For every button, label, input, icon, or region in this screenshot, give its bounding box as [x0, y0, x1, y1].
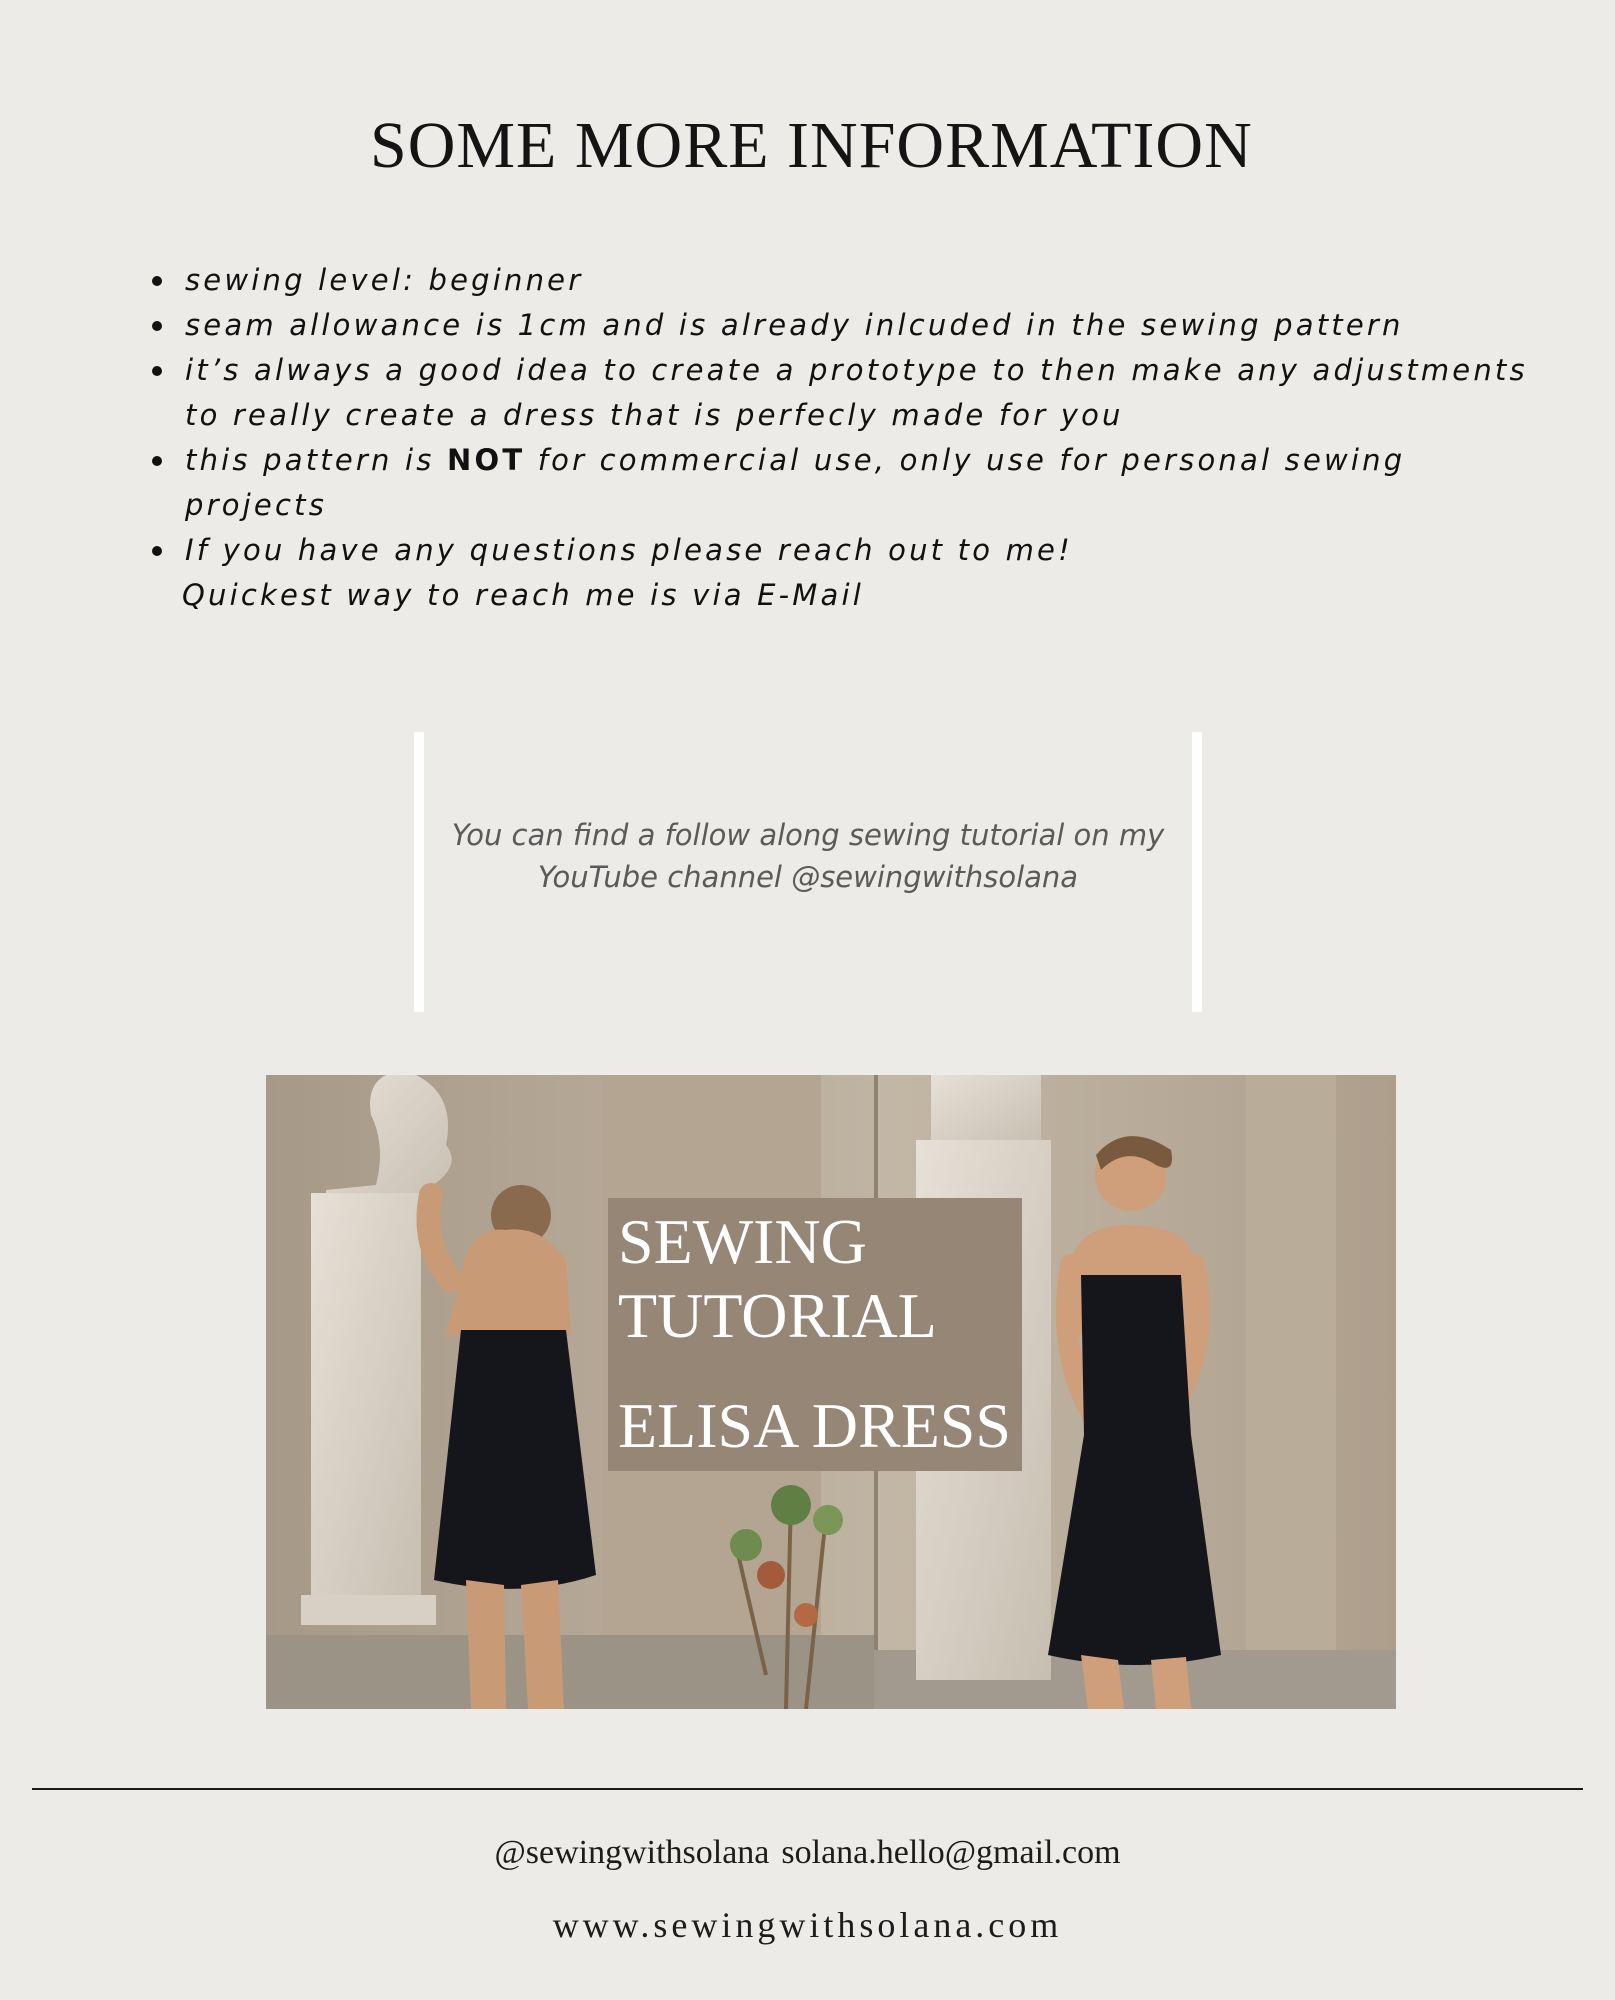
list-item-emphasis: NOT — [447, 443, 526, 477]
list-item — [140, 348, 1528, 438]
list-item-text: sewing level: beginner — [185, 263, 584, 297]
list-item-text-continued: projects — [185, 488, 327, 522]
left-pedestal — [311, 1193, 421, 1613]
list-item — [140, 258, 1480, 303]
social-handle[interactable]: @sewingwithsolana — [494, 1834, 770, 1871]
list-item — [140, 528, 1480, 618]
tutorial-note-line: You can find a follow along sewing tutorial on my — [451, 818, 1165, 852]
email-link[interactable]: solana.hello@gmail.com — [781, 1834, 1121, 1871]
thumbnail-subtitle: ELISA DRESS — [618, 1390, 1011, 1461]
footer-contact — [0, 1834, 1615, 1872]
list-item-text-pre: this pattern is — [185, 443, 448, 477]
page-title: SOME MORE INFORMATION — [370, 109, 1253, 182]
list-item-text: If you have any questions please reach out to me! — [185, 533, 1073, 567]
list-item-text: seam allowance is 1cm and is already inlcuded in the sewing pattern — [185, 308, 1404, 342]
list-item — [140, 303, 1480, 348]
list-item-text — [185, 438, 1480, 483]
footer-divider — [32, 1788, 1583, 1790]
right-column — [1246, 1075, 1336, 1709]
tutorial-note-box — [414, 732, 1202, 1012]
list-item-text-continued: to really create a dress that is perfecly made for you — [185, 398, 1124, 432]
list-item-text: it’s always a good idea to create a prototype to then make any adjustments — [185, 353, 1528, 387]
list-item-text-post: for commercial use, only use for personal sewing — [525, 443, 1406, 477]
tutorial-note-line: YouTube channel @sewingwithsolana — [537, 860, 1079, 894]
left-floor — [266, 1635, 874, 1709]
list-item — [140, 438, 1480, 528]
website-link[interactable]: www.sewingwithsolana.com — [552, 1905, 1063, 1945]
tutorial-note — [424, 814, 1192, 898]
tutorial-thumbnail — [266, 1075, 1396, 1709]
thumbnail-title-line: TUTORIAL — [618, 1280, 937, 1351]
thumbnail-title-card — [608, 1198, 1022, 1471]
info-list — [140, 258, 1528, 618]
thumbnail-title-line: SEWING — [618, 1206, 867, 1277]
list-item-text-continued: Quickest way to reach me is via E-Mail — [182, 578, 865, 612]
